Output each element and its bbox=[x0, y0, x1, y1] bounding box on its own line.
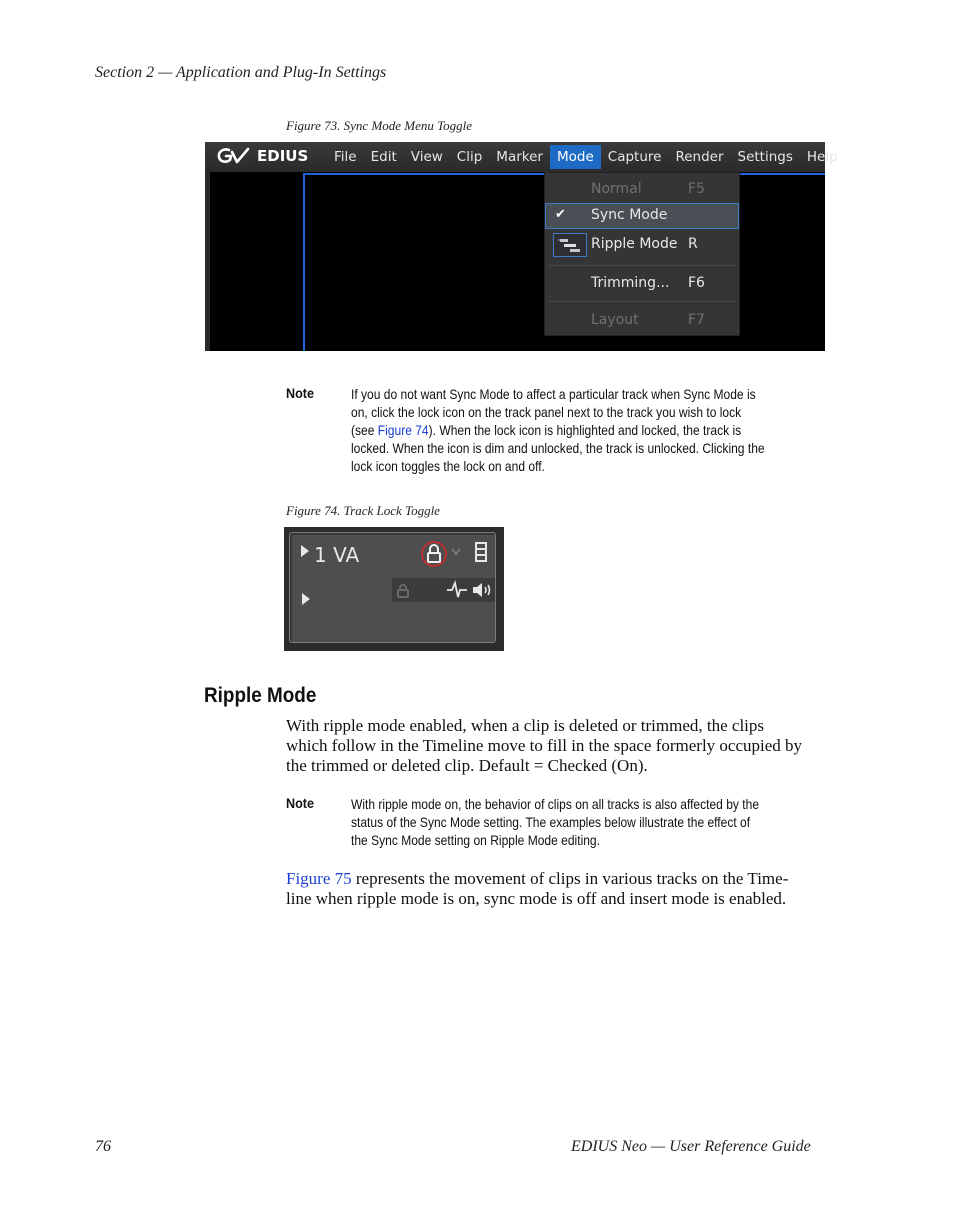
paragraph-line: line when ripple mode is on, sync mode is off and insert mode is enabled. bbox=[286, 889, 787, 908]
note-text bbox=[351, 385, 798, 475]
page-number: 76 bbox=[95, 1138, 111, 1155]
figure-73-caption: Figure 73. Sync Mode Menu Toggle bbox=[286, 118, 473, 133]
checkmark-icon: ✔ bbox=[555, 207, 566, 222]
option-label: Normal bbox=[591, 181, 642, 197]
ripple-mode-icon bbox=[553, 233, 587, 257]
preview-border-top bbox=[303, 173, 545, 175]
note-text bbox=[351, 795, 798, 849]
note-label: Note bbox=[286, 385, 315, 401]
menu-option-ripple-mode[interactable] bbox=[545, 232, 739, 258]
guide-title: EDIUS Neo — User Reference Guide bbox=[571, 1138, 811, 1155]
menu-option-layout bbox=[545, 308, 739, 334]
menu-option-trimming[interactable] bbox=[545, 271, 739, 297]
menu-separator bbox=[549, 265, 735, 266]
body-paragraph bbox=[286, 716, 846, 776]
audio-lock-dim-icon[interactable] bbox=[396, 584, 410, 598]
expand-arrow-icon[interactable] bbox=[302, 593, 310, 605]
chevron-down-icon[interactable] bbox=[450, 545, 462, 559]
menu-option-normal bbox=[545, 177, 739, 203]
lock-icon[interactable] bbox=[418, 539, 450, 569]
menu-option-sync-mode[interactable] bbox=[545, 203, 739, 229]
note-line: With ripple mode on, the behavior of clips on all tracks is also affected by the bbox=[351, 796, 760, 812]
note-line: locked. When the icon is dim and unlocked, the track is unlocked. Clicking the bbox=[351, 440, 765, 456]
menu-separator bbox=[549, 301, 735, 302]
menu-help[interactable]: Help bbox=[806, 149, 838, 165]
menu-items bbox=[327, 142, 845, 172]
note-line: the Sync Mode setting on Ripple Mode editing. bbox=[351, 832, 600, 848]
menu-bar bbox=[205, 142, 838, 172]
menu-clip[interactable]: Clip bbox=[456, 149, 483, 165]
option-shortcut: F7 bbox=[688, 312, 705, 328]
preview-border bbox=[303, 173, 305, 351]
figure-75-link[interactable]: Figure 75 bbox=[286, 869, 352, 888]
track-name: 1 VA bbox=[314, 543, 360, 567]
note-label: Note bbox=[286, 795, 315, 811]
menu-marker[interactable]: Marker bbox=[496, 149, 543, 165]
note-text-fragment: (see bbox=[351, 422, 378, 438]
option-label: Ripple Mode bbox=[591, 236, 678, 252]
track-panel bbox=[289, 532, 496, 643]
option-shortcut: R bbox=[688, 236, 698, 252]
gv-logo-icon bbox=[215, 146, 251, 166]
film-strip-icon[interactable] bbox=[474, 542, 488, 562]
paragraph-line: With ripple mode enabled, when a clip is deleted or trimmed, the clips bbox=[286, 716, 765, 735]
menu-view[interactable]: View bbox=[410, 149, 443, 165]
menu-mode[interactable]: Mode bbox=[550, 145, 601, 169]
option-label: Trimming... bbox=[591, 275, 670, 291]
note-line: on, click the lock icon on the track panel next to the track you wish to lock bbox=[351, 404, 742, 420]
running-head: Section 2 — Application and Plug-In Settings bbox=[95, 64, 387, 81]
preview-border-top-right bbox=[737, 173, 825, 175]
speaker-icon[interactable] bbox=[471, 581, 493, 599]
menu-capture[interactable]: Capture bbox=[607, 149, 662, 165]
menu-settings[interactable]: Settings bbox=[737, 149, 793, 165]
note-line: lock icon toggles the lock on and off. bbox=[351, 458, 545, 474]
app-name: EDIUS bbox=[257, 147, 309, 165]
option-shortcut: F6 bbox=[688, 275, 705, 291]
closing-paragraph bbox=[286, 869, 846, 909]
figure-74-link[interactable]: Figure 74 bbox=[377, 422, 429, 438]
paragraph-line bbox=[286, 869, 846, 889]
menu-render[interactable]: Render bbox=[675, 149, 724, 165]
figure-74-caption: Figure 74. Track Lock Toggle bbox=[286, 503, 440, 518]
expand-arrow-icon[interactable] bbox=[301, 545, 309, 557]
app-logo bbox=[215, 146, 308, 166]
waveform-icon[interactable] bbox=[446, 581, 468, 599]
audio-subtrack-bar bbox=[392, 578, 495, 602]
note-line: status of the Sync Mode setting. The examples below illustrate the effect of bbox=[351, 814, 751, 830]
note-line: If you do not want Sync Mode to affect a particular track when Sync Mode is bbox=[351, 386, 756, 402]
option-label: Layout bbox=[591, 312, 639, 328]
figure-73-screenshot bbox=[205, 142, 838, 351]
option-label: Sync Mode bbox=[591, 207, 668, 223]
window-edge bbox=[205, 172, 210, 351]
paragraph-line: which follow in the Timeline move to fill in the space formerly occupied by bbox=[286, 736, 803, 755]
mode-dropdown-menu bbox=[544, 172, 740, 336]
menu-file[interactable]: File bbox=[334, 149, 357, 165]
paragraph-line: the trimmed or deleted clip. Default = Checked (On). bbox=[286, 756, 648, 775]
option-shortcut: F5 bbox=[688, 181, 705, 197]
note-text-fragment: ). When the lock icon is highlighted and locked, the track is bbox=[428, 422, 742, 438]
note-line bbox=[351, 421, 798, 439]
paragraph-text: represents the movement of clips in various tracks on the Time- bbox=[351, 869, 789, 888]
menu-edit[interactable]: Edit bbox=[370, 149, 397, 165]
section-heading: Ripple Mode bbox=[204, 684, 317, 707]
figure-74-screenshot bbox=[284, 527, 504, 651]
